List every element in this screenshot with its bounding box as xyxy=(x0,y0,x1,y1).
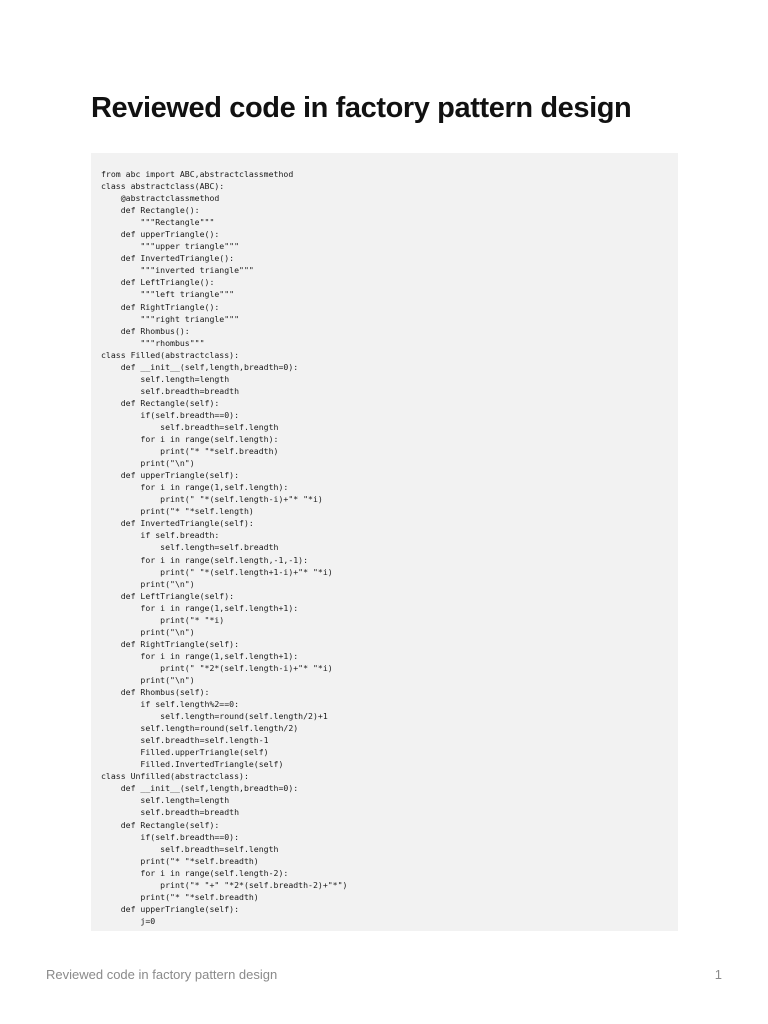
code-line: def RightTriangle(): xyxy=(101,301,220,312)
code-line: print("\n") xyxy=(101,458,195,469)
page-title: Reviewed code in factory pattern design xyxy=(91,92,632,124)
code-line: def Rhombus(self): xyxy=(101,687,210,698)
code-line: """right triangle""" xyxy=(101,313,240,324)
code-line: for i in range(self.length): xyxy=(101,434,279,445)
code-line: print("\n") xyxy=(101,674,195,685)
code-line: class Unfilled(abstractclass): xyxy=(101,771,249,782)
code-line: def Rectangle(): xyxy=(101,205,200,216)
code-line: def InvertedTriangle(): xyxy=(101,253,235,264)
code-line: def Rhombus(): xyxy=(101,325,190,336)
code-line: self.breadth=self.length xyxy=(101,843,279,854)
code-line: def __init__(self,length,breadth=0): xyxy=(101,361,299,372)
code-line: def upperTriangle(): xyxy=(101,229,220,240)
code-line: if(self.breadth==0): xyxy=(101,409,240,420)
code-line: def LeftTriangle(): xyxy=(101,277,215,288)
code-line: self.length=length xyxy=(101,795,230,806)
code-line: self.length=round(self.length/2)+1 xyxy=(101,711,328,722)
code-line: for i in range(1,self.length): xyxy=(101,482,289,493)
footer-title: Reviewed code in factory pattern design xyxy=(46,967,278,982)
code-line: """left triangle""" xyxy=(101,289,235,300)
code-line: """inverted triangle""" xyxy=(101,265,254,276)
code-line: print("* "*self.breadth) xyxy=(101,891,259,902)
code-block xyxy=(91,153,678,931)
code-line: self.breadth=self.length xyxy=(101,421,279,432)
page-number: 1 xyxy=(714,967,722,982)
code-line: """Rectangle""" xyxy=(101,217,215,228)
code-line: Filled.InvertedTriangle(self) xyxy=(101,759,284,770)
code-line: def Rectangle(self): xyxy=(101,819,220,830)
code-line: print(" "*2*(self.length-i)+"* "*i) xyxy=(101,662,333,673)
code-line: for i in range(1,self.length+1): xyxy=(101,650,299,661)
code-line: class Filled(abstractclass): xyxy=(101,349,240,360)
code-line: def upperTriangle(self): xyxy=(101,903,240,914)
code-line: print("* "*self.breadth) xyxy=(101,446,279,457)
code-line: self.length=self.breadth xyxy=(101,542,279,553)
code-line: print(" "*(self.length+1-i)+"* "*i) xyxy=(101,566,333,577)
code-line: if self.breadth: xyxy=(101,530,220,541)
code-line: def InvertedTriangle(self): xyxy=(101,518,254,529)
code-line: print("* "*self.length) xyxy=(101,506,254,517)
code-line: @abstractclassmethod xyxy=(101,193,220,204)
code-line: def LeftTriangle(self): xyxy=(101,590,235,601)
code-line: j=0 xyxy=(101,915,156,926)
code-line: def __init__(self,length,breadth=0): xyxy=(101,783,299,794)
code-line: print("* "*i) xyxy=(101,614,225,625)
code-line: def upperTriangle(self): xyxy=(101,470,240,481)
code-line: Filled.upperTriangle(self) xyxy=(101,747,269,758)
code-line: def Rectangle(self): xyxy=(101,397,220,408)
code-line: self.breadth=breadth xyxy=(101,807,240,818)
code-line: from abc import ABC,abstractclassmethod xyxy=(101,169,294,179)
code-line: self.breadth=self.length-1 xyxy=(101,735,269,746)
code-line: print("\n") xyxy=(101,626,195,637)
code-lines xyxy=(101,168,668,927)
code-line: if self.length%2==0: xyxy=(101,699,240,710)
code-line: """rhombus""" xyxy=(101,337,205,348)
code-line: """upper triangle""" xyxy=(101,241,240,252)
code-line: self.breadth=breadth xyxy=(101,385,240,396)
code-line: print("* "*self.breadth) xyxy=(101,855,259,866)
code-line: if(self.breadth==0): xyxy=(101,831,240,842)
code-line: for i in range(1,self.length+1): xyxy=(101,602,299,613)
code-line: print("\n") xyxy=(101,578,195,589)
code-line: def RightTriangle(self): xyxy=(101,638,240,649)
code-line: class abstractclass(ABC): xyxy=(101,181,225,192)
code-line: print(" "*(self.length-i)+"* "*i) xyxy=(101,494,323,505)
code-line: print("* "+" "*2*(self.breadth-2)+"*") xyxy=(101,879,348,890)
code-line: self.length=length xyxy=(101,373,230,384)
code-line: for i in range(self.length,-1,-1): xyxy=(101,554,309,565)
code-line: for i in range(self.length-2): xyxy=(101,867,289,878)
code-line: self.length=round(self.length/2) xyxy=(101,723,299,734)
